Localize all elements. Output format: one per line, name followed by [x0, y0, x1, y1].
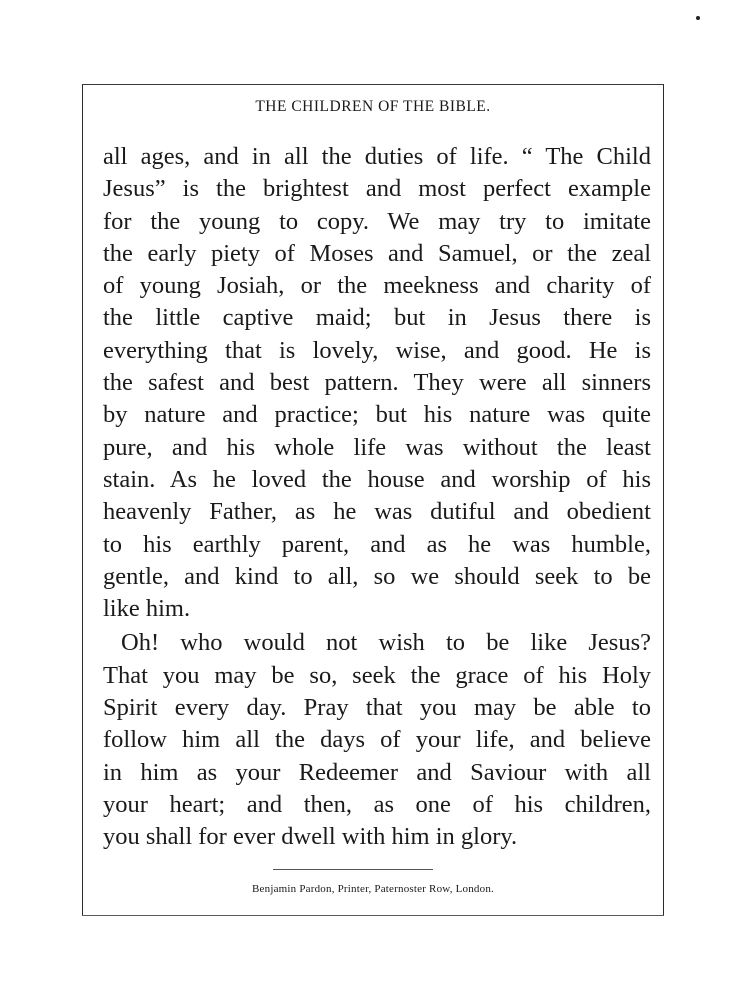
page-frame — [82, 84, 664, 916]
text-line: by nature and practice; but his nature was quite — [103, 401, 651, 429]
text-line: Jesus” is the brightest and most perfect example — [103, 175, 651, 203]
ink-speck — [696, 16, 700, 20]
text-line: all ages, and in all the duties of life. “ The Child — [103, 143, 651, 170]
text-line: gentle, and kind to all, so we should seek to be — [103, 562, 651, 590]
text-line: Oh! who would not wish to be like Jesus? — [121, 629, 651, 657]
text-line: the safest and best pattern. They were all sinners — [103, 369, 651, 397]
text-line: the early piety of Moses and Samuel, or the zeal — [103, 239, 651, 267]
text-line: stain. As he loved the house and worship of his — [103, 465, 651, 493]
text-line: That you may be so, seek the grace of his Holy — [103, 661, 651, 689]
printer-imprint: Benjamin Pardon, Printer, Paternoster Row, London. — [252, 883, 494, 895]
text-line: you shall for ever dwell with him in glory. — [103, 823, 518, 851]
body-text — [103, 141, 651, 854]
text-line: the little captive maid; but in Jesus there is — [103, 304, 651, 332]
text-line: everything that is lovely, wise, and good. He is — [103, 336, 651, 364]
text-line: Spirit every day. Pray that you may be able to — [103, 694, 651, 722]
text-line: your heart; and then, as one of his children, — [103, 790, 651, 818]
text-line: like him. — [103, 595, 191, 623]
text-line: heavenly Father, as he was dutiful and obedient — [103, 498, 651, 526]
paragraph-2 — [103, 627, 651, 853]
text-line: follow him all the days of your life, and believe — [103, 726, 651, 754]
paragraph-1 — [103, 141, 651, 625]
text-line: pure, and his whole life was without the least — [103, 433, 651, 461]
text-line: of young Josiah, or the meekness and charity of — [103, 272, 651, 300]
imprint-rule — [273, 869, 433, 870]
text-line: to his earthly parent, and as he was humble, — [103, 530, 651, 558]
text-line: in him as your Redeemer and Saviour with all — [103, 758, 651, 786]
running-head: THE CHILDREN OF THE BIBLE. — [255, 98, 491, 115]
text-line: for the young to copy. We may try to imitate — [103, 207, 651, 235]
